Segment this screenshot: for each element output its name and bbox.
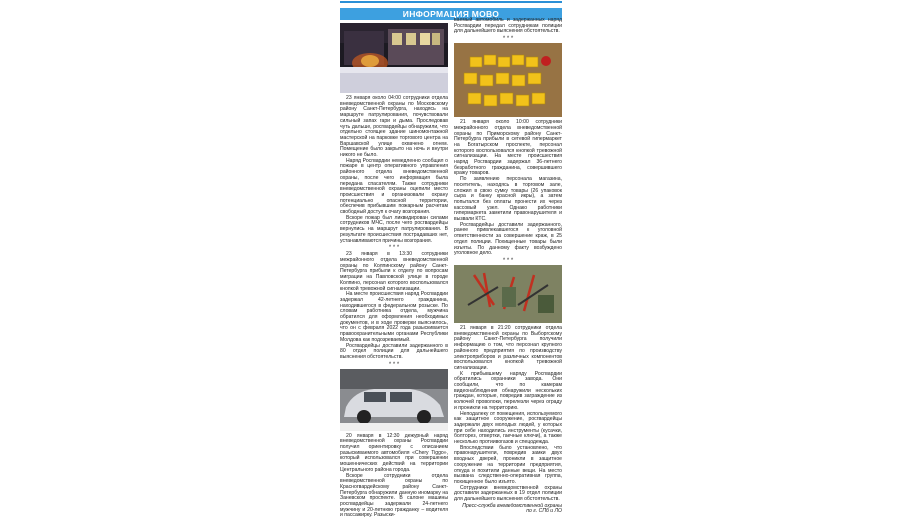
article2-para2: На месте происшествия наряд Росгвардии задержал 42-летнего гражданина, находившегося в федеральном розыске. По словам работника отдела, мужчина обратился для оформления необходимых документов, и в ходе проверки выяснилось, что он с февраля 2022 года разыскивается правоохранительными органами Республики Молдова как подозреваемый. — [340, 291, 448, 343]
article1-para2: Наряд Росгвардии немедленно сообщил о пожаре в центр оперативного управления районного отдела вневедомственной охраны, после чего информация была передана спасателям. Также сотрудники вневедомственной охраны оцепили место происшествия и организовали охрану потенциально опасной территории, обеспечив прибывшим пожарным расчетам свободный доступ к очагу возгорания. — [340, 157, 448, 216]
article4-para3: Росгвардейцы доставили задержанного, ранее привлекавшегося к уголовной ответственности за совершение краж, в 25 отдел полиции. Похищенные товары были изъяты. По данному факту возбуждено уголовное дело. — [454, 221, 562, 257]
article3-para2: Вскоре сотрудники отдела вневедомственной охраны по Красногвардейскому району Санкт-Петербурга обнаружили данную иномарку на Заневском проспекте. В салоне машины росгвардейцы задержали 24-летнего мужчину и 20-летнюю гражданку – водителя и пассажирку. Разыски- — [340, 472, 448, 519]
article2-para1: 23 января в 13:30 сотрудники межрайонного отдела вневедомственной охраны по Колпинскому району Санкт-Петербурга прибыли к отделу по вопросам миграции на Павловской улице в городе Колпино, персонал которого воспользовался кнопкой тревожной сигнализации. — [340, 251, 448, 292]
cheese-packages-photo — [454, 43, 562, 117]
separator: * * * — [388, 245, 400, 252]
article3-para3: ваемый автомобиль и задержанных наряд Росгвардии передал сотрудникам полиции для дальнейшего выяснения обстоятельств. — [454, 17, 562, 35]
signature-line-1: Пресс-служба вневедомственной охраны — [462, 502, 562, 509]
separator: * * * — [502, 257, 514, 264]
article1-para3: Вскоре пожар был ликвидирован силами сотрудников МЧС, после чего росгвардейцы вернулись на маршрут патрулирования. В результате происшествия пострадавших нет, устанавливаются причины возгорания. — [340, 214, 448, 244]
article5-para1: 21 января в 21:20 сотрудники отдела вневедомственной охраны по Выборгскому району Санкт-Петербурга получили информацию о том, что персонал крупного районного предприятия по производству электроприборов и различных компонентов воспользовался кнопкой тревожной сигнализации. — [454, 324, 562, 371]
article2-para3: Росгвардейцы доставили задержанного в 80 отдел полиции для дальнейшего выяснения обстоятельств. — [340, 342, 448, 360]
top-rule — [340, 1, 562, 3]
article3-para1: 20 января в 12:30 дежурный наряд вневедомственной охраны Росгвардии получил ориентировку с описанием разыскиваемого автомобиля «Chery Tiggo», который использовался при совершении мошеннических действий на территории Центрального района города. — [340, 432, 448, 473]
tools-photo — [454, 265, 562, 323]
signature — [454, 504, 562, 515]
left-column — [340, 22, 448, 519]
newspaper-page — [340, 0, 562, 519]
right-column — [454, 18, 562, 515]
article1-para1: 23 января около 04:00 сотрудники отдела вневедомственной охраны по Московскому району Санкт-Петербурга, находясь на маршруте патрулирования, почувствовали сильный запах гари и дыма. Проследовав чуть дальше, росгвардейцы обнаружили, что отдельно стоящее здание шиномонтажной мастерской на парковке торгового центра на Варшавской улице охвачено огнем. Помещение было закрыто на ночь и внутри никого не было. — [340, 95, 448, 159]
separator: * * * — [388, 361, 400, 368]
section-banner: ИНФОРМАЦИЯ МОВО — [340, 8, 562, 20]
car-photo — [340, 369, 448, 431]
fire-night-photo — [340, 23, 448, 93]
article5-para3: Неподалеку от помещения, используемого как защитное сооружение, росгвардейцы задержали двух молодых людей, у которых при себе находились инструменты (кусачки, болторез, отвертки, гаечные ключи), а также несколько протиивогазов и спецодежда. — [454, 410, 562, 446]
article5-para2: К прибывшему наряду Росгвардии обратились охранники завода. Они сообщили, что по камерам видеонаблюдения обнаружили нескольких граждан, которые, повредив заграждение из колючей проволоки, перелезли через ограду и проникли на территорию. — [454, 370, 562, 411]
signature-line-2: по г. СПб и ЛО — [526, 508, 562, 515]
article4-para1: 21 января около 10:00 сотрудники межрайонного отдела вневедомственной охраны по Приморскому району Санкт-Петербурга прибыли в сетевой гипермаркет на Богатырском проспекте, персонал которого воспользовался кнопкой тревожной сигнализации. На месте происшествия наряд Росгвардии задержал 36-летнего безработного гражданина, совершившего кражу товаров. — [454, 119, 562, 177]
article5-para5: Сотрудники вневедомственной охраны доставили задержанных в 19 отдел полиции для дальнейшего выяснения обстоятельств. — [454, 484, 562, 503]
article5-para4: Впоследствии было установлено, что правонарушители, повредив замки двух входных дверей, проникли в защитное сооружение на территории предприятия, откуда и похитили данные вещи. На место вызвана следственно-оперативная группа, похищенное было изъято. — [454, 444, 562, 485]
separator: * * * — [502, 36, 514, 43]
article4-para2: По заявлению персонала магазина, посетитель, находясь в торговом зале, сложил в свою сумку товары (26 упаковок сыра и банку красной икры), а затем попытался без оплаты пронести их через кассовый узел. Однако работники гипермаркета заметили правонарушителя и вызвали КТС. — [454, 176, 562, 223]
